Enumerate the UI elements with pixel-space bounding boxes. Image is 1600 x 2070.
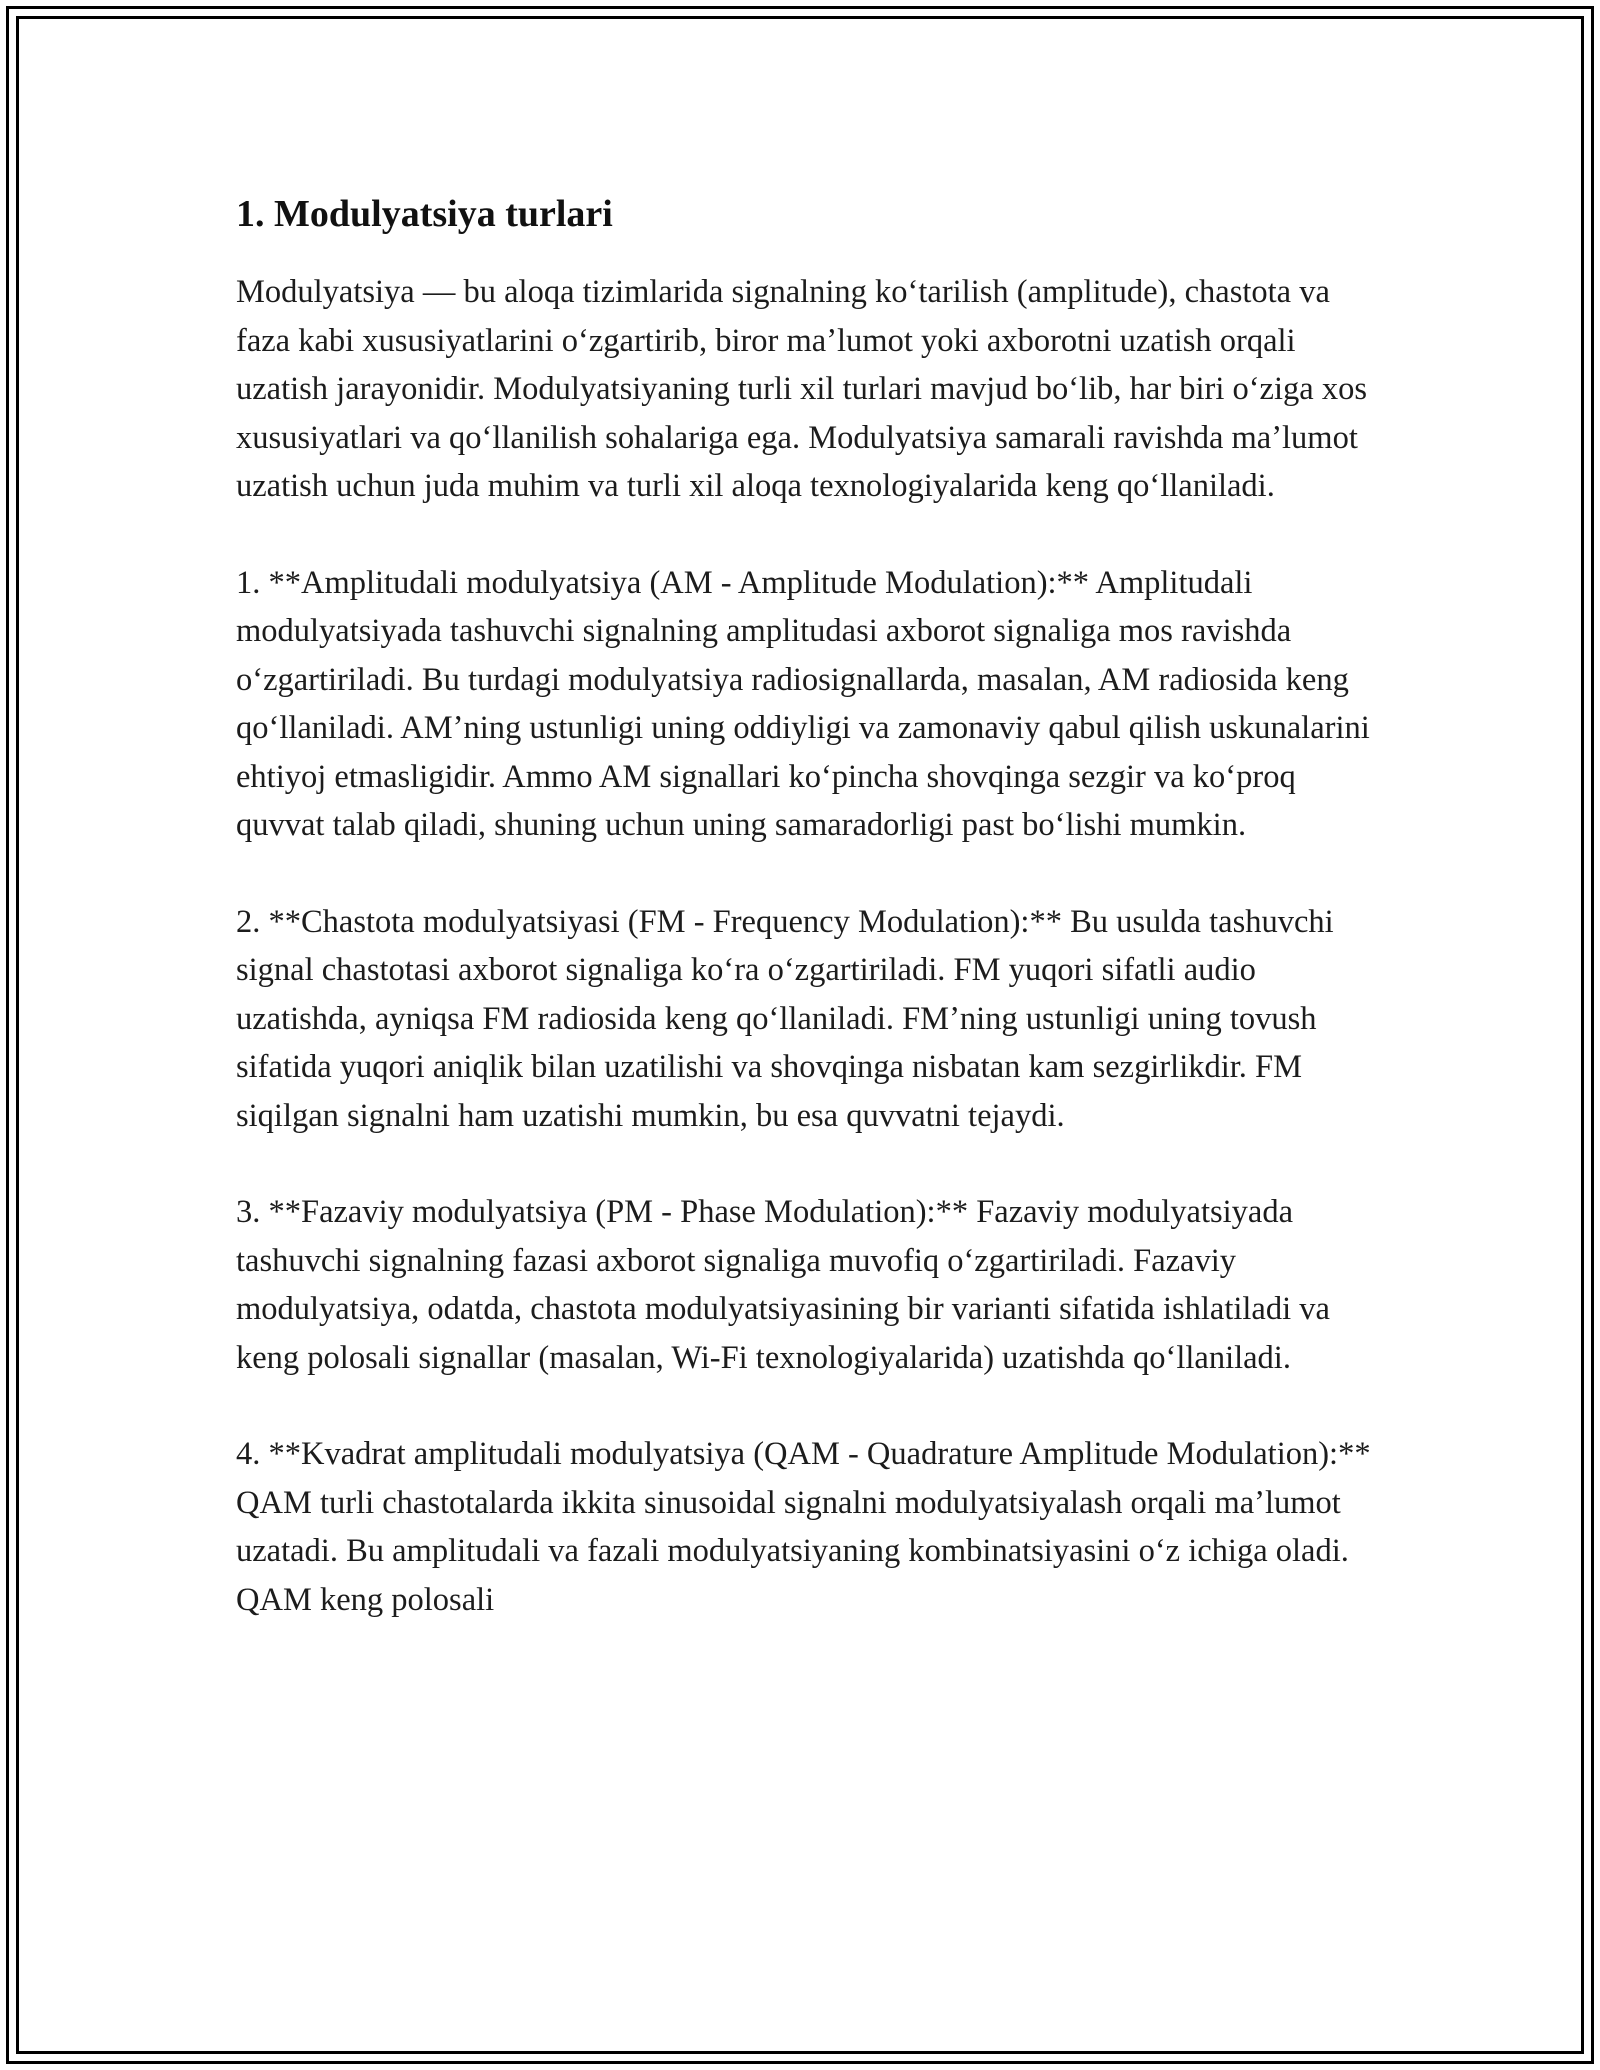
section-heading: 1. Modulyatsiya turlari — [236, 193, 613, 235]
paragraph-pm: 3. **Fazaviy modulyatsiya (PM - Phase Modulation):** Fazaviy modulyatsiyada tashuvchi signalning fazasi axborot signaliga muvofiq oʻzgartiriladi. Fazaviy modulyatsiya, odatda, chastota modulyatsiyasining bir varianti sifatida ishlatiladi va keng polosali signallar (masalan, Wi-Fi texnologiyalarida) uzatishda qoʻllaniladi. — [236, 1194, 1330, 1376]
paragraph-intro: Modulyatsiya — bu aloqa tizimlarida signalning koʻtarilish (amplitude), chastota va faza kabi xususiyatlarini oʻzgartirib, biror maʼlumot yoki axborotni uzatish orqali uzatish jarayonidir. Modulyatsiyaning turli xil turlari mavjud boʻlib, har biri oʻziga xos xususiyatlari va qoʻllanilish sohalariga ega. Modulyatsiya samarali ravishda maʼlumot uzatish uchun juda muhim va turli xil aloqa texnologiyalarida keng qoʻllaniladi. — [236, 274, 1367, 504]
document-body — [236, 188, 1376, 1672]
paragraph-fm: 2. **Chastota modulyatsiyasi (FM - Frequency Modulation):** Bu usulda tashuvchi signal chastotasi axborot signaliga koʻra oʻzgartiriladi. FM yuqori sifatli audio uzatishda, ayniqsa FM radiosida keng qoʻllaniladi. FMʼning ustunligi uning tovush sifatida yuqori aniqlik bilan uzatilishi va shovqinga nisbatan kam sezgirlikdir. FM siqilgan signalni ham uzatishi mumkin, bu esa quvvatni tejaydi. — [236, 903, 1334, 1134]
paragraph-qam: 4. **Kvadrat amplitudali modulyatsiya (QAM - Quadrature Amplitude Modulation):** QAM turli chastotalarda ikkita sinusoidal signalni modulyatsiyalash orqali maʼlumot uzatadi. Bu amplitudali va fazali modulyatsiyaning kombinatsiyasini oʻz ichiga oladi. QAM keng polosali — [236, 1436, 1371, 1618]
paragraph-am: 1. **Amplitudali modulyatsiya (AM - Amplitude Modulation):** Amplitudali modulyatsiyada tashuvchi signalning amplitudasi axborot signaliga mos ravishda oʻzgartiriladi. Bu turdagi modulyatsiya radiosignallarda, masalan, AM radiosida keng qoʻllaniladi. AMʼning ustunligi uning oddiyligi va zamonaviy qabul qilish uskunalarini ehtiyoj etmasligidir. Ammo AM signallari koʻpincha shovqinga sezgir va koʻproq quvvat talab qiladi, shuning uchun uning samaradorligi past boʻlishi mumkin. — [236, 564, 1370, 843]
